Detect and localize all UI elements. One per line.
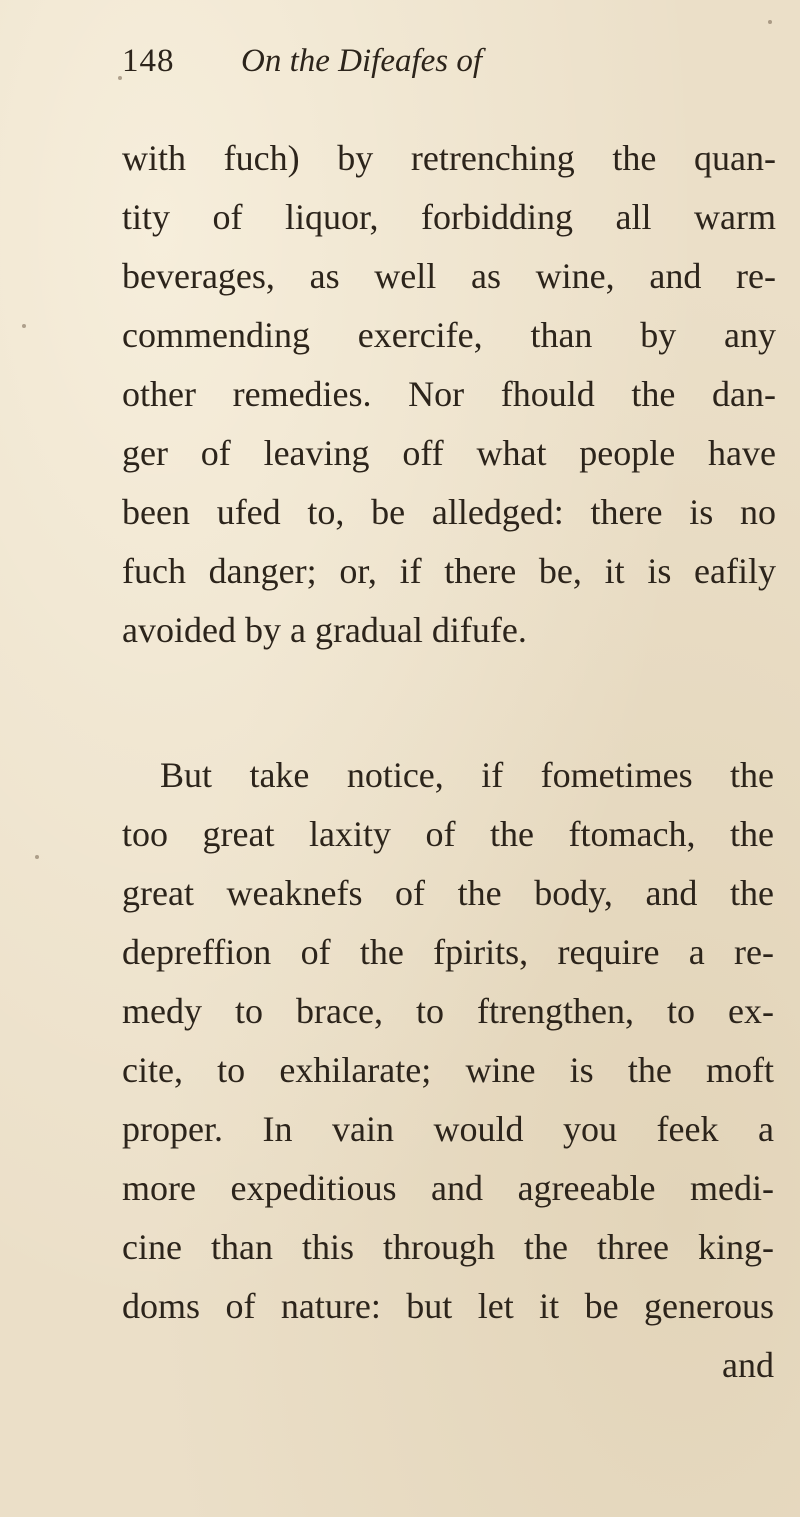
text-line: too great laxity of the ftomach, the bbox=[122, 814, 774, 854]
text-line: proper. In vain would you feek a bbox=[122, 1109, 774, 1149]
catchword: and bbox=[722, 1345, 774, 1385]
text-line: great weaknefs of the body, and the bbox=[122, 873, 774, 913]
text-line: been ufed to, be alledged: there is no bbox=[122, 492, 776, 532]
paper-speck bbox=[118, 76, 122, 80]
text-line: avoided by a gradual difufe. bbox=[122, 610, 527, 650]
paper-speck bbox=[22, 324, 26, 328]
text-line: fuch danger; or, if there be, it is eafily bbox=[122, 551, 776, 591]
text-line: beverages, as well as wine, and re- bbox=[122, 256, 776, 296]
text-line: cine than this through the three king- bbox=[122, 1227, 774, 1267]
page-header bbox=[122, 30, 762, 90]
text-line: more expeditious and agreeable medi- bbox=[122, 1168, 774, 1208]
text-line: doms of nature: but let it be generous bbox=[122, 1286, 774, 1326]
text-line: other remedies. Nor fhould the dan- bbox=[122, 374, 776, 414]
text-line: tity of liquor, forbidding all warm bbox=[122, 197, 776, 237]
page-number: 148 bbox=[122, 43, 175, 79]
text-line: But take notice, if fometimes the bbox=[160, 755, 774, 795]
text-line: commending exercife, than by any bbox=[122, 315, 776, 355]
text-line: ger of leaving off what people have bbox=[122, 433, 776, 473]
text-line: with fuch) by retrenching the quan- bbox=[122, 138, 776, 178]
paper-speck bbox=[768, 20, 772, 24]
running-title: On the Difeafes of bbox=[241, 43, 483, 79]
paper-speck bbox=[35, 855, 39, 859]
text-line: cite, to exhilarate; wine is the moft bbox=[122, 1050, 774, 1090]
text-line: medy to brace, to ftrengthen, to ex- bbox=[122, 991, 774, 1031]
text-line: depreffion of the fpirits, require a re- bbox=[122, 932, 774, 972]
